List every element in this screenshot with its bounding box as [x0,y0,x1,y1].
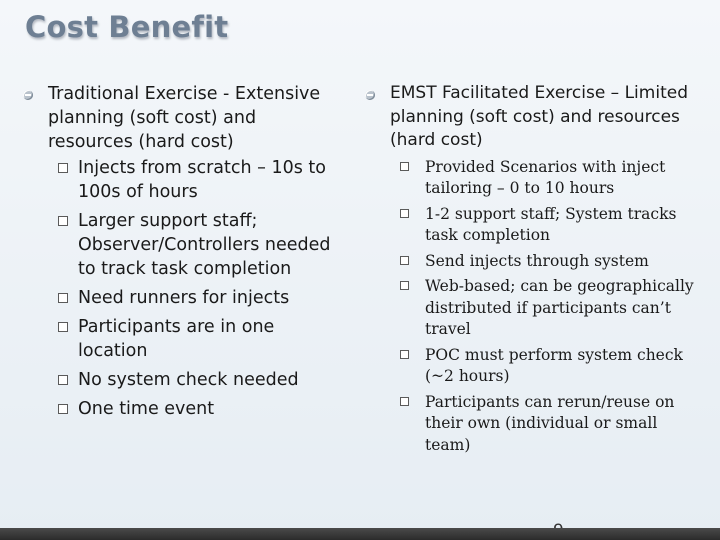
list-item [58,286,340,310]
list-item-text: Provided Scenarios with inject tailoring – 0 to 10 hours [425,157,666,197]
emst-exercise-list [400,157,702,457]
checkbox-bullet-icon [58,322,68,332]
emst-exercise-item [362,82,702,456]
checkbox-bullet-icon [58,293,68,303]
slide-title: Cost Benefit [25,10,229,44]
list-item [58,209,340,281]
list-item-text: One time event [78,399,215,419]
checkbox-bullet-icon [400,209,409,218]
list-item-text: Participants are in one location [78,317,275,361]
traditional-exercise-item [20,82,340,421]
emst-exercise-heading: EMST Facilitated Exercise – Limited planning (soft cost) and resources (hard cost) [390,83,688,150]
list-item [400,345,702,388]
bullet-icon [365,90,375,100]
list-item-text: Send injects through system [425,251,649,270]
checkbox-bullet-icon [58,404,68,414]
list-item-text: Participants can rerun/reuse on their own (individual or small team) [425,392,675,454]
list-item-text: No system check needed [78,370,299,390]
list-item [58,397,340,421]
list-item-text: POC must perform system check (~2 hours) [425,345,683,385]
list-item [400,204,702,247]
traditional-exercise-list [58,156,340,421]
list-item-text: Web-based; can be geographically distributed if participants can’t travel [425,277,694,338]
checkbox-bullet-icon [400,256,409,265]
checkbox-bullet-icon [58,375,68,385]
checkbox-bullet-icon [400,350,409,359]
traditional-exercise-heading: Traditional Exercise - Extensive planning (soft cost) and resources (hard cost) [48,84,321,152]
checkbox-bullet-icon [58,216,68,226]
list-item [58,156,340,204]
list-item [58,315,340,363]
list-item-text: Injects from scratch – 10s to 100s of hours [78,158,326,202]
list-item [58,368,340,392]
right-column [362,82,702,460]
list-item [400,392,702,457]
list-item-text: Larger support staff; Observer/Controllers needed to track task completion [78,211,331,279]
list-item [400,276,702,341]
checkbox-bullet-icon [400,397,409,406]
footer-bar [0,528,720,540]
checkbox-bullet-icon [400,281,409,290]
checkbox-bullet-icon [58,163,68,173]
left-column [20,82,340,426]
bullet-icon [23,90,33,100]
list-item [400,157,702,200]
list-item-text: 1-2 support staff; System tracks task completion [425,204,677,244]
list-item-text: Need runners for injects [78,288,290,308]
list-item [400,251,702,273]
checkbox-bullet-icon [400,162,409,171]
